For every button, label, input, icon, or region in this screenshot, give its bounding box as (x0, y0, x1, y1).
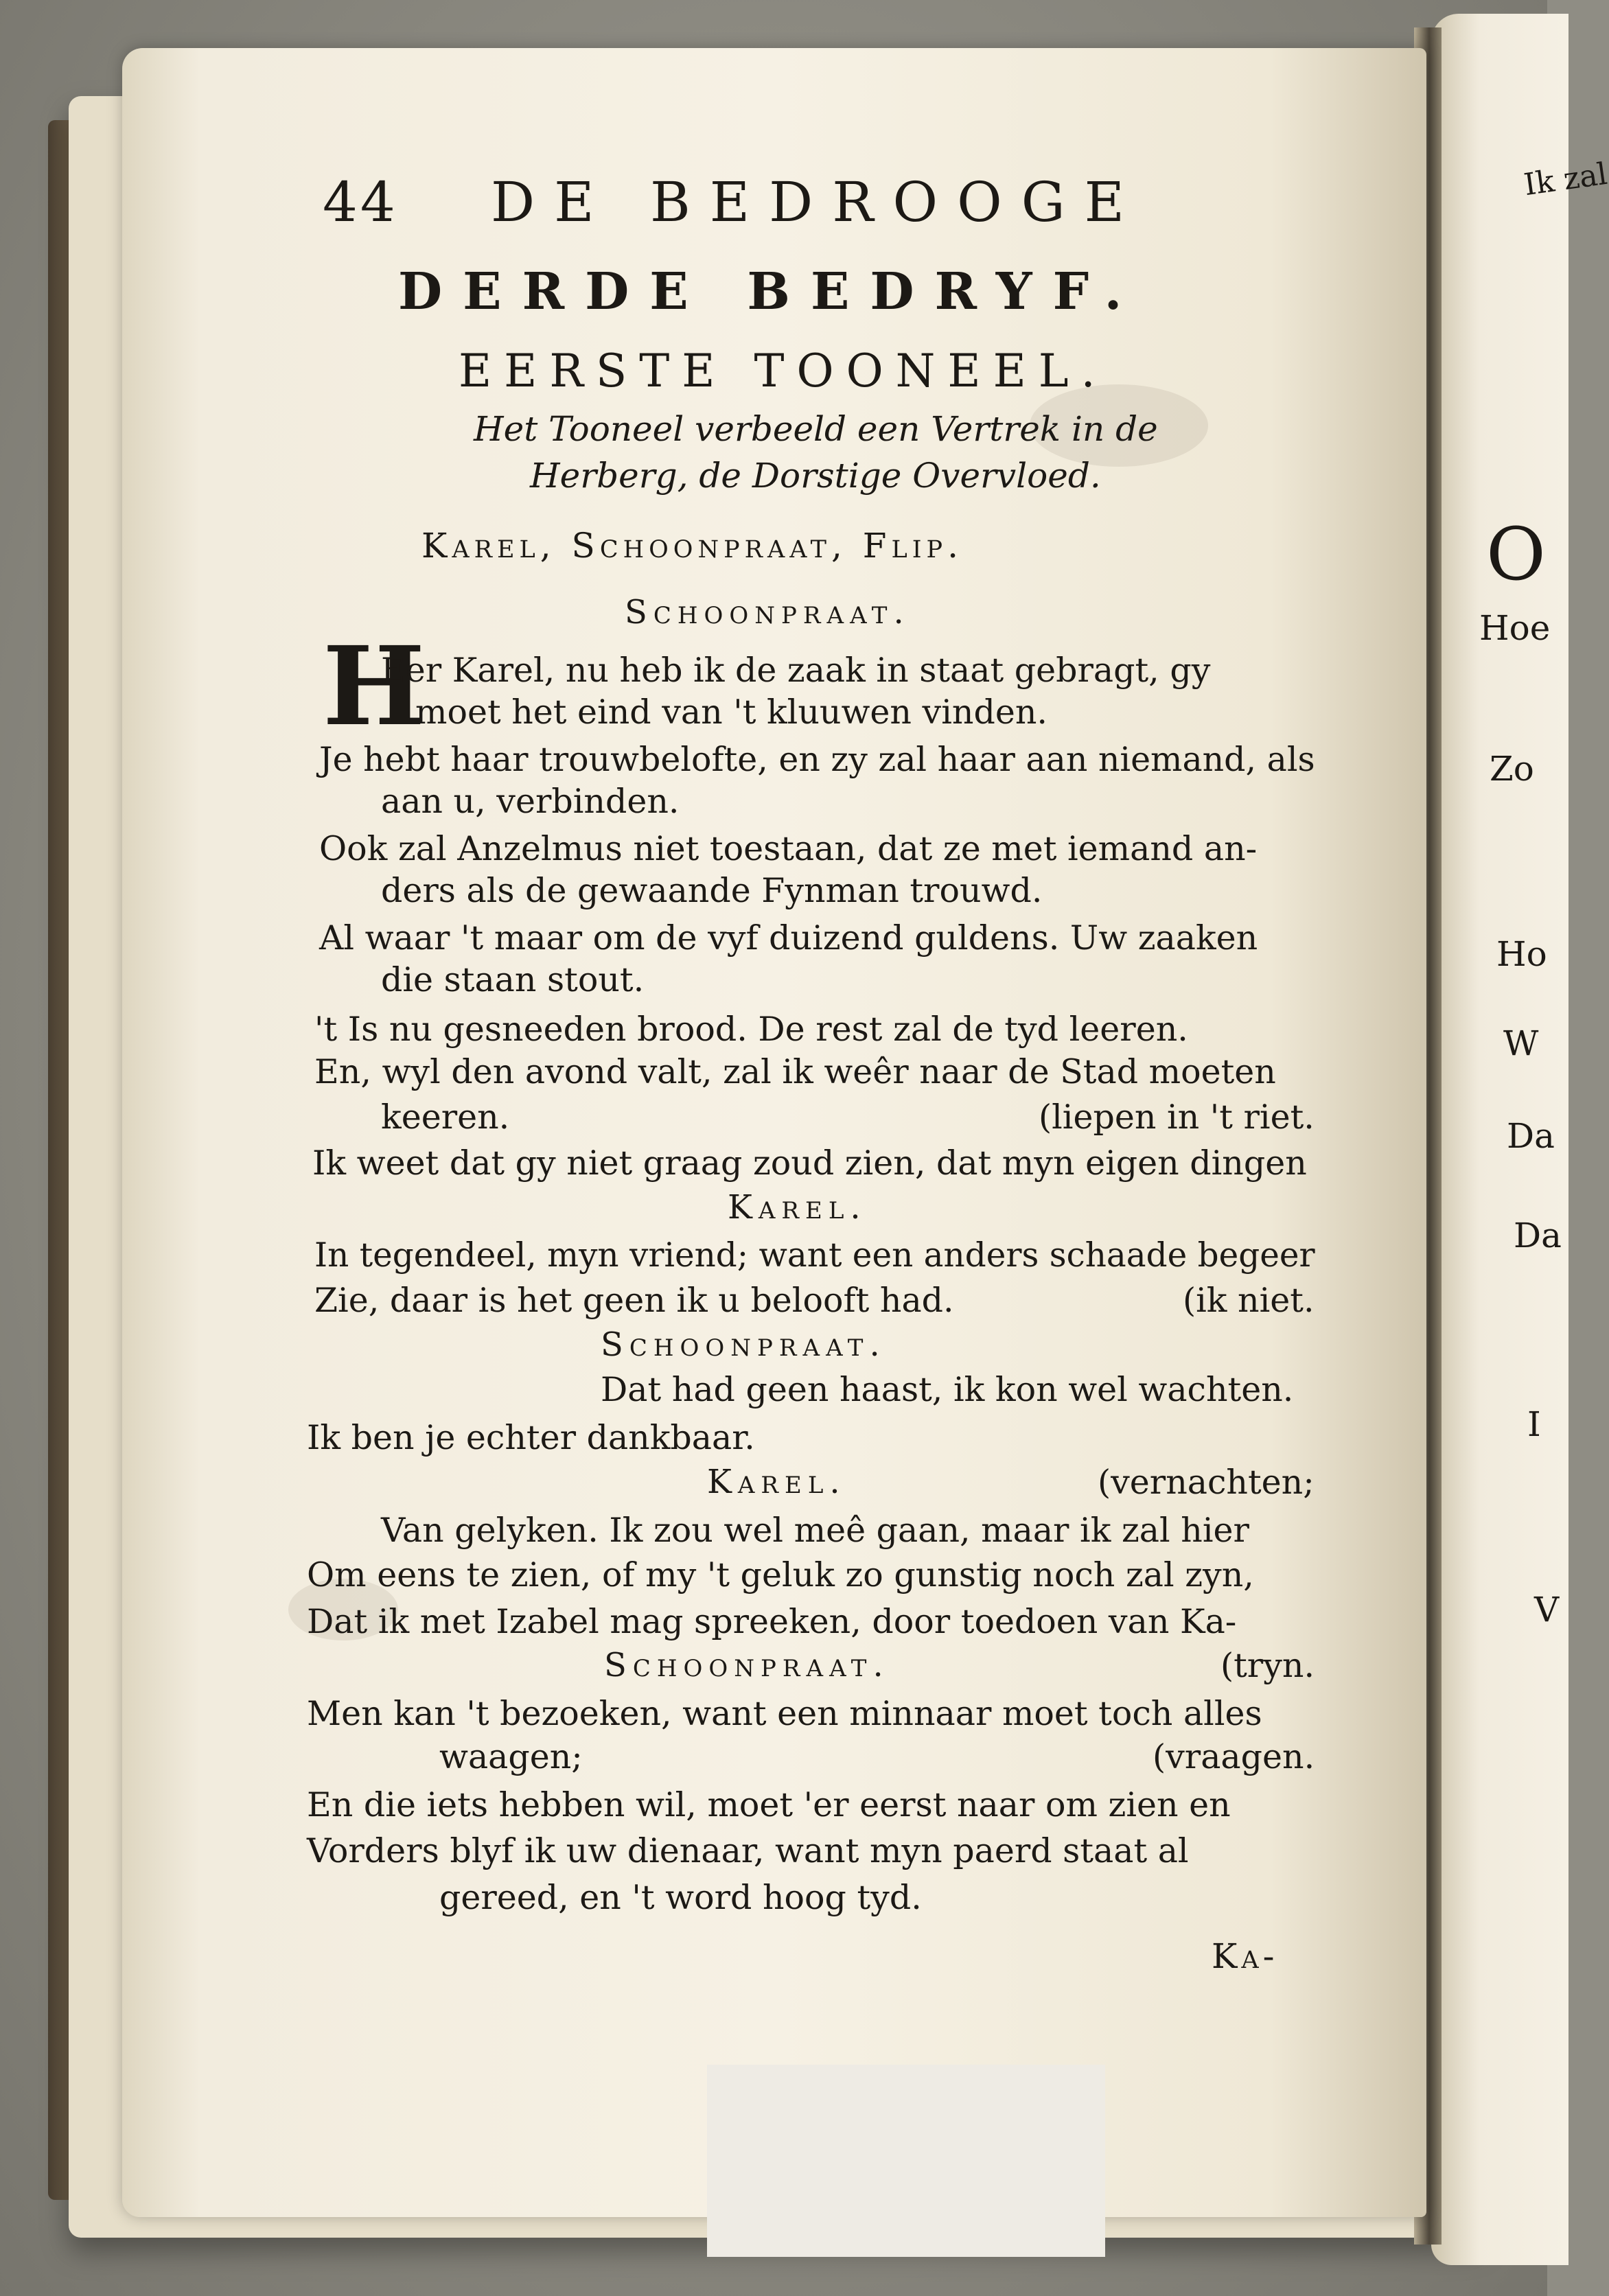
speaker-name: Schoonpraat. (601, 1325, 886, 1364)
speaker-name: Karel. (728, 1188, 867, 1227)
verse-line: Dat ik met Izabel mag spreeken, door toedoen van Ka- (307, 1602, 1237, 1641)
facing-text-6: W (1503, 1023, 1539, 1063)
verse-line: Men kan 't bezoeken, want een minnaar moet toch alles (307, 1694, 1262, 1733)
verse-line: aan u, verbinden. (381, 782, 680, 821)
verse-line: 't Is nu gesneeden brood. De rest zal de tyd leeren. (314, 1010, 1188, 1049)
speaker-name: Karel. (707, 1463, 846, 1501)
facing-text-8: Da (1514, 1216, 1562, 1255)
scene-title: EERSTE TOONEEL. (459, 345, 1108, 397)
verse-line: In tegendeel, myn vriend; want een anders schaade begeer (314, 1236, 1315, 1275)
running-head: DE BEDROOGE (491, 170, 1144, 234)
facing-text-5: Ho (1496, 934, 1547, 974)
stage-direction-line-2: Herberg, de Dorstige Overvloed. (530, 456, 1101, 496)
verse-line: Ik ben je echter dankbaar. (307, 1418, 755, 1457)
speaker-name: Schoonpraat. (625, 593, 910, 631)
verse-line: die staan stout. (381, 960, 645, 999)
act-title: DERDE BEDRYF. (398, 262, 1143, 321)
paper-label (707, 2065, 1105, 2257)
verse-line: Ik weet dat gy niet graag zoud zien, dat myn eigen dingen (312, 1144, 1307, 1183)
speaker-name: Schoonpraat. (604, 1646, 890, 1684)
verse-line: gereed, en 't word hoog tyd. (439, 1878, 922, 1917)
stage-direction-line-1: Het Tooneel verbeeld een Vertrek in de (474, 409, 1158, 449)
verse-turnover: (tryn. (1220, 1646, 1315, 1685)
verse-line: Je hebt haar trouwbelofte, en zy zal haar aan niemand, als (319, 740, 1315, 779)
facing-text-4: Zo (1490, 749, 1534, 789)
catchword: Ka- (1212, 1936, 1279, 1976)
verse-line: En die iets hebben wil, moet 'er eerst naar om zien en (307, 1785, 1231, 1824)
facing-page (1431, 14, 1609, 2265)
facing-text-1: Ik zal (1521, 156, 1609, 203)
facing-text-10: V (1534, 1590, 1560, 1630)
verse-line: ders als de gewaande Fynman trouwd. (381, 871, 1043, 910)
verse-line: En, wyl den avond valt, zal ik weêr naar de Stad moeten (314, 1052, 1276, 1091)
verse-line: keeren. (381, 1098, 510, 1137)
verse-line: Zie, daar is het geen ik u belooft had. (314, 1281, 954, 1320)
verse-turnover: (vernachten; (1098, 1463, 1315, 1502)
verse-line: Om eens te zien, of my 't geluk zo gunstig noch zal zyn, (307, 1555, 1254, 1595)
verse-line: Ook zal Anzelmus niet toestaan, dat ze met iemand an- (319, 829, 1258, 868)
verse-line: Van gelyken. Ik zou wel meê gaan, maar ik zal hier (381, 1511, 1249, 1550)
character-list: Karel, Schoonpraat, Flip. (421, 526, 964, 566)
verse-line: waagen; (439, 1737, 583, 1776)
facing-text-7: Da (1507, 1116, 1555, 1156)
verse-turnover: (ik niet. (1183, 1281, 1315, 1320)
verse-line: Vorders blyf ik uw dienaar, want myn paerd staat al (307, 1831, 1189, 1870)
verse-line: Eer Karel, nu heb ik de zaak in staat gebragt, gy (381, 651, 1211, 690)
facing-text-2: O (1486, 512, 1546, 596)
drop-cap: H (323, 623, 426, 750)
page-number: 44 (323, 170, 398, 234)
verse-turnover: (vraagen. (1153, 1737, 1315, 1776)
verse-line: Al waar 't maar om de vyf duizend guldens. Uw zaaken (319, 918, 1258, 958)
facing-text-3: Hoe (1479, 608, 1551, 648)
facing-text-9: I (1527, 1404, 1541, 1444)
verse-line: Dat had geen haast, ik kon wel wachten. (601, 1370, 1294, 1409)
verse-turnover: (liepen in 't riet. (1039, 1098, 1315, 1137)
verse-line: moet het eind van 't kluuwen vinden. (415, 693, 1047, 732)
